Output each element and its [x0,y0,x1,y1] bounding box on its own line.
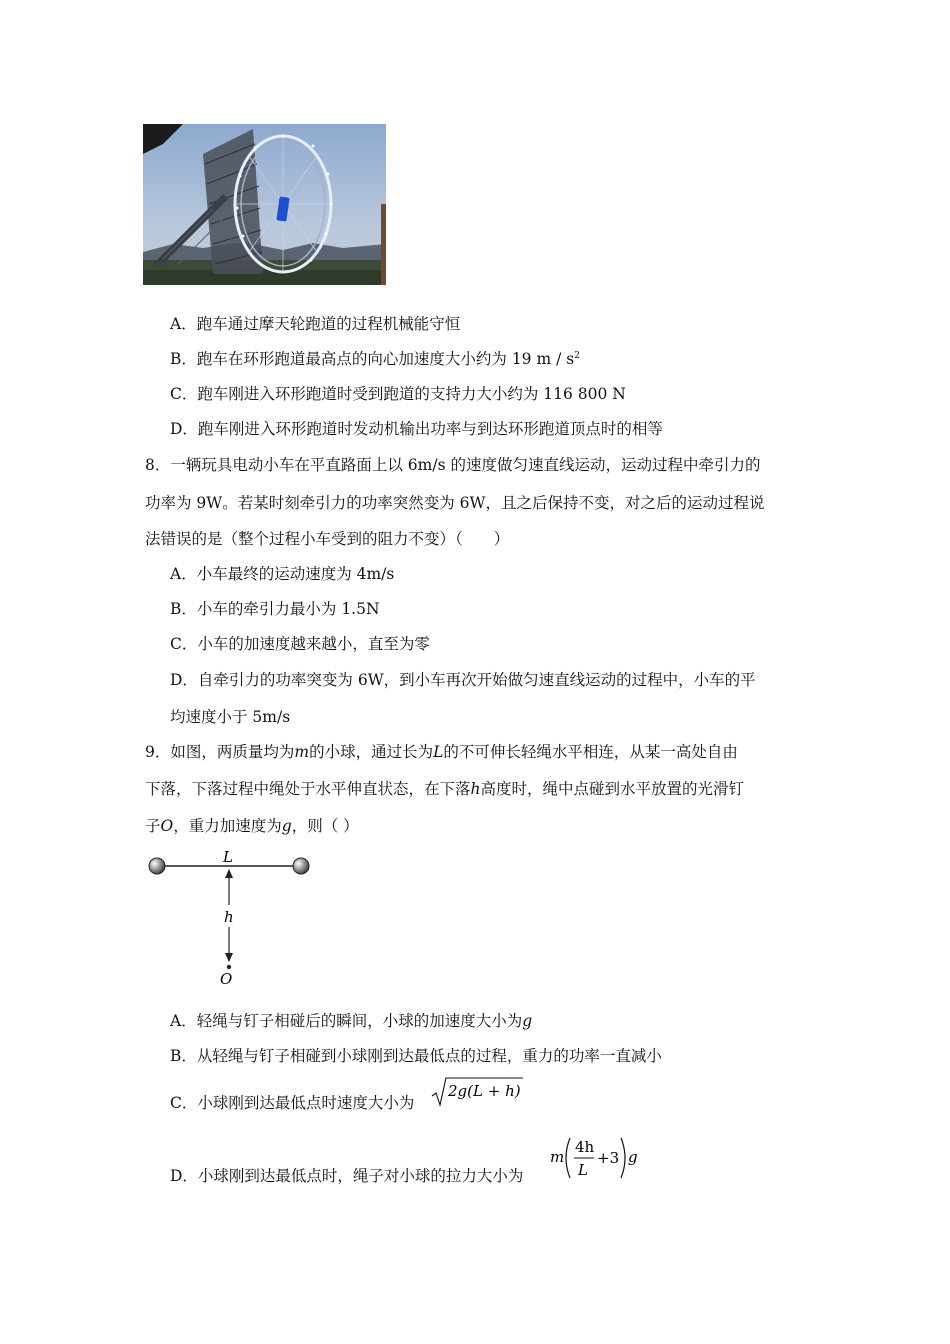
up-arrowhead-icon [225,869,233,878]
var-L: L [433,743,444,761]
right-paren-icon [621,1138,625,1178]
q8-stem-line-1: 8．一辆玩具电动小车在平直路面上以 6m/s 的速度做匀速直线运动，运动过程中牵引力的 [145,456,761,474]
q9-figure [140,845,320,990]
q9-stem-line-3 [145,814,359,836]
q8-option-a: A．小车最终的运动速度为 4m/s [170,565,395,583]
ferris-wheel-photo [143,124,386,285]
q9-option-d-text: D．小球刚到达最低点时，绳子对小球的拉力大小为 [170,1167,524,1185]
formula-plus-three: +3 [597,1149,620,1167]
q9-option-b: B．从轻绳与钉子相碰到小球刚到达最低点的过程，重力的功率一直减小 [170,1047,662,1065]
q8-option-d-line-1: D．自牵引力的功率突变为 6W，到小车再次开始做匀速直线运动的过程中，小车的平 [170,671,756,689]
q9-option-a [170,1009,532,1031]
q7-option-c: C．跑车刚进入环形跑道时受到跑道的支持力大小约为 116 800 N [170,385,626,403]
label-h: h [224,908,234,926]
q9-stem-text: 下落，下落过程中绳处于水平伸直状态，在下落 [145,780,471,798]
q9-stem-text: 的小球，通过长为 [309,743,434,761]
q7-option-b-text: B．跑车在环形跑道最高点的向心加速度大小约为 19 m / s [170,350,575,368]
q7-option-b-exponent: 2 [574,351,580,361]
formula-denominator: L [578,1161,588,1179]
q8-option-b: B．小车的牵引力最小为 1.5N [170,600,380,618]
label-L: L [223,848,233,866]
q8-option-d-line-2: 均速度小于 5m/s [170,708,291,726]
q9-stem-line-1 [145,740,738,762]
left-paren-icon [566,1138,570,1178]
formula-g: g [628,1148,638,1166]
q9-stem-text: 子 [145,817,161,835]
q9-option-c-formula [430,1074,525,1110]
q9-option-d [170,1164,523,1186]
down-arrowhead-icon [225,953,233,962]
q8-option-c: C．小车的加速度越来越小，直至为零 [170,635,430,653]
var-g: g [522,1012,533,1030]
var-g: g [281,817,292,835]
nail-point [227,965,231,969]
q9-stem-text: 的不可伸长轻绳水平相连，从某一高处自由 [443,743,738,761]
q7-option-d: D．跑车刚进入环形跑道时发动机输出功率与到达环形跑道顶点时的相等 [170,420,663,438]
q9-option-d-formula [548,1133,648,1183]
q9-stem-text: ，则（ ） [291,817,359,835]
var-O: O [160,817,174,835]
q7-option-b [170,347,580,369]
q8-stem-line-2: 功率为 9W。若某时刻牵引力的功率突然变为 6W，且之后保持不变，对之后的运动过程说 [145,494,765,512]
q9-option-a-text: A．轻绳与钉子相碰后的瞬间，小球的加速度大小为 [170,1012,523,1030]
var-h: h [470,780,481,798]
q9-stem-text: 9．如图，两质量均为 [145,743,295,761]
q8-stem-line-3: 法错误的是（整个过程小车受到的阻力不变）（ ） [145,530,510,548]
label-O: O [220,970,233,988]
sqrt-content: 2g(L + h) [448,1082,521,1100]
left-ball [149,858,165,874]
right-ball [293,858,309,874]
q9-stem-text: 高度时，绳中点碰到水平放置的光滑钉 [480,780,745,798]
formula-m: m [550,1148,565,1166]
q9-option-c-text: C．小球刚到达最低点时速度大小为 [170,1094,415,1112]
q7-option-a: A．跑车通过摩天轮跑道的过程机械能守恒 [170,315,461,333]
q9-option-c [170,1091,414,1113]
formula-numerator: 4h [575,1138,595,1156]
q9-stem-text: ，重力加速度为 [173,817,282,835]
q9-stem-line-2 [145,777,744,799]
var-m: m [294,743,310,761]
